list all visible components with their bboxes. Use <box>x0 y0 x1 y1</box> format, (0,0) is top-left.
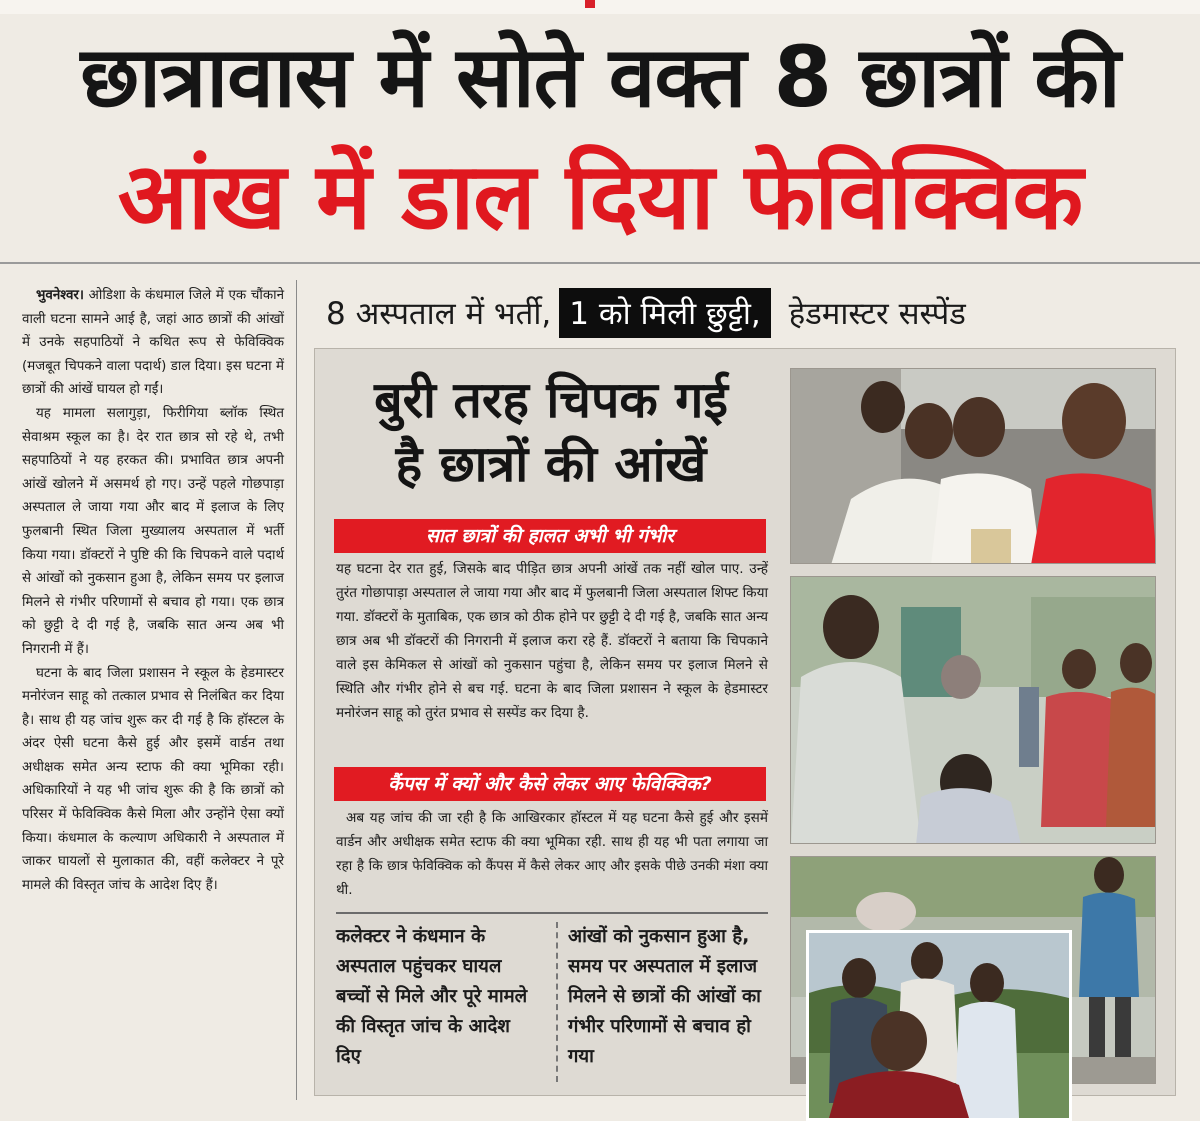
subhead-part-1: 8 अस्पताल में भर्ती, <box>326 296 552 332</box>
subhead-badge: 1 को मिली छुट्टी, <box>559 288 771 338</box>
section-bar-2: कैंपस में क्यों और कैसे लेकर आए फेविक्विक? <box>334 767 766 801</box>
dateline: भुवनेश्वर। <box>36 288 84 303</box>
panel-title-line-2: है छात्रों की आंखें <box>395 435 707 493</box>
left-para-1-text: ओडिशा के कंधमाल जिले में एक चौंकाने वाली घटना सामने आई है, जहां आठ छात्रों की आंखों में उनके सहपाठियों ने कथित रूप से फेविक्विक (मजबूत चिपकने वाला पदार्थ) डाल दिया। इस घटना में छात्रों की आंखें घायल हो गईं। <box>22 288 284 398</box>
subheadline <box>326 286 1176 340</box>
panel-title <box>336 368 766 508</box>
pull-quote-1: कलेक्टर ने कंधमान के अस्पताल पहुंचकर घायल बच्चों से मिले और पूरे मामले की विस्तृत जांच के आदेश दिए <box>336 926 528 1067</box>
pull-quote-divider <box>556 922 558 1082</box>
headline-divider <box>0 262 1200 264</box>
headline-line-1: छात्रावास में सोते वक्त 8 छात्रों की <box>80 28 1120 126</box>
photo-hospital-crowd <box>790 576 1156 844</box>
top-rule <box>0 0 1200 14</box>
pull-quote-2: आंखों को नुकसान हुआ है, समय पर अस्पताल में इलाज मिलने से छात्रों की आंखों का गंभीर परिणामों से बचाव हो गया <box>568 926 761 1067</box>
left-para-1 <box>22 284 284 402</box>
pull-quote-rule <box>336 912 768 914</box>
panel-title-line-1: बुरी तरह चिपक गई <box>374 371 728 429</box>
panel-body-1: यह घटना देर रात हुई, जिसके बाद पीड़ित छात्र अपनी आंखें तक नहीं खोल पाए. उन्हें तुरंत गोछापाड़ा अस्पताल ले जाया गया और बाद में फुलबानी जिला अस्पताल शिफ्ट किया गया. डॉक्टरों के मुताबिक, एक छात्र को ठीक होने पर छुट्टी दे दी गई है, जबकि सात अन्य छात्र अब भी डॉक्टरों की निगरानी में इलाज करा रहे हैं. डॉक्टरों ने बताया कि चिपकाने वाले इस केमिकल से आंखों को नुकसान पहुंचा है, लेकिन समय पर इलाज मिलने से स्थिति और गंभीर होने से बच गई. घटना के बाद जिला प्रशासन ने स्कूल के हेडमास्टर मनोरंजन साहू को तुरंत प्रभाव से सस्पेंड कर दिया है. <box>336 561 768 721</box>
photo-inset-group <box>806 930 1072 1121</box>
left-article-column <box>22 284 284 1104</box>
subhead-part-3: हेडमास्टर सस्पेंड <box>788 296 966 332</box>
section-bar-1: सात छात्रों की हालत अभी भी गंभीर <box>334 519 766 553</box>
panel-body-2: अब यह जांच की जा रही है कि आखिरकार हॉस्टल में यह घटना कैसे हुई और इसमें वार्डन और अधीक्षक समेत स्टाफ की क्या भूमिका रही. साथ ही यह भी पता लगाया जा रहा है कि छात्र फेविक्विक को कैंपस में कैसे लेकर आए और इसके पीछे उनकी मंशा क्या थी. <box>336 810 768 898</box>
headline-line-2: आंख में डाल दिया फेविक्विक <box>117 143 1083 250</box>
top-accent-mark <box>585 0 595 8</box>
left-para-2: यह मामला सलागुड़ा, फिरीगिया ब्लॉक स्थित सेवाश्रम स्कूल का है। देर रात छात्र सो रहे थे, तभी सहपाठियों ने यह हरकत की। प्रभावित छात्र अपनी आंखें खोलने में असमर्थ हो गए। उन्हें पहले गोछपाड़ा अस्पताल ले जाया गया और बाद में इलाज के लिए फुलबानी स्थित जिला मुख्यालय अस्पताल में भर्ती किया गया। डॉक्टरों ने पुष्टि की कि चिपकने वाले पदार्थ से आंखों को नुकसान हुआ है, लेकिन समय पर इलाज मिलने से गंभीर परिणामों से बचाव हो गया। एक छात्र को छुट्टी दे दी गई है, जबकि सात अन्य अब भी निगरानी में हैं। <box>22 405 284 657</box>
photo-students-in-vehicle <box>790 368 1156 564</box>
left-para-3: घटना के बाद जिला प्रशासन ने स्कूल के हेडमास्टर मनोरंजन साहू को तत्काल प्रभाव से निलंबित कर दिया है। साथ ही यह जांच शुरू कर दी गई है कि हॉस्टल के अंदर ऐसी घटना कैसे हुई और इसमें वार्डन तथा अधीक्षक समेत अन्य स्टाफ की क्या भूमिका रही। अधिकारियों ने यह भी जांच शुरू की है कि छात्रों को परिसर में फेविक्विक कैसे मिला और उन्होंने ऐसा क्यों किया। कंधमाल के कल्याण अधिकारी ने अस्पताल में जाकर घायलों से मुलाकात की, वहीं कलेक्टर ने पूरे मामले की विस्तृत जांच के आदेश दिए हैं। <box>22 665 284 893</box>
column-rule <box>296 280 297 1100</box>
